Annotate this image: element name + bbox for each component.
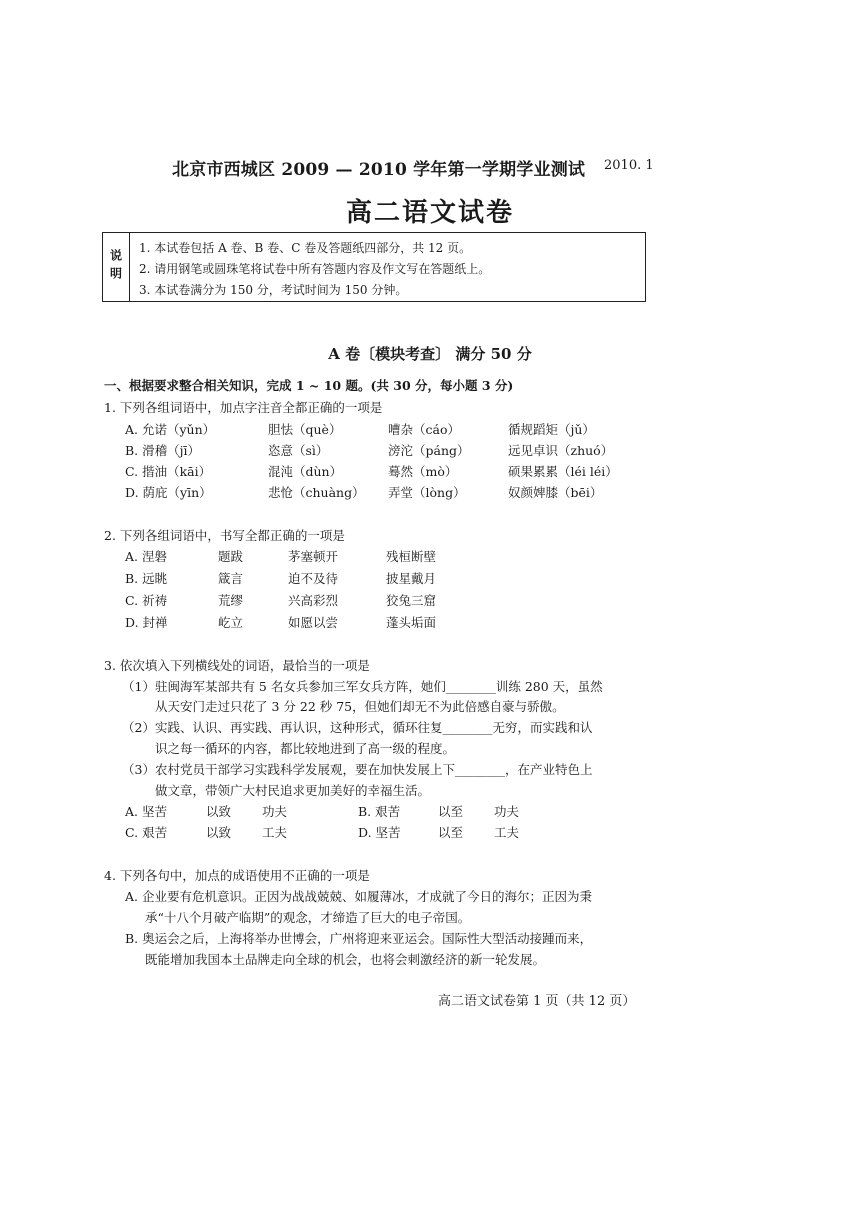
q2-option: 屹立 xyxy=(218,615,244,630)
q2-option: 蓬头垢面 xyxy=(386,615,437,630)
q2-option: C. 祈祷 xyxy=(125,593,168,608)
q4-option-text: 承“十八个月破产临期”的观念，才缔造了巨大的电子帝国。 xyxy=(145,910,471,925)
q4-option-text: A. 企业要有危机意识。正因为战战兢兢、如履薄冰，才成就了今日的海尔；正因为秉 xyxy=(125,889,592,904)
q1-option: C. 揩油（kāi） xyxy=(125,464,212,479)
exam-date: 2010. 1 xyxy=(604,158,654,173)
q1-option: 悲怆（chuàng） xyxy=(268,485,365,500)
q1-option: 循规蹈矩（jǔ） xyxy=(508,422,595,437)
q1-option: 弄堂（lòng） xyxy=(388,485,466,500)
q1-option: 胆怯（què） xyxy=(268,422,342,437)
q3-option: 工夫 xyxy=(494,825,520,840)
q3-option: 以致 xyxy=(206,804,232,819)
instruction-item: 3. 本试卷满分为 150 分，考试时间为 150 分钟。 xyxy=(139,283,408,297)
question-3-stem: 3. 依次填入下列横线处的词语，最恰当的一项是 xyxy=(104,658,370,673)
q3-item-text: 识之每一循环的内容，都比较地进到了高一级的程度。 xyxy=(155,741,456,756)
q1-option: A. 允诺（yǔn） xyxy=(125,422,216,437)
q4-option-text: 既能增加我国本土品牌走向全球的机会，也将会刺激经济的新一轮发展。 xyxy=(145,952,546,967)
q2-option: D. 封禅 xyxy=(125,615,168,630)
q1-option: 嘈杂（cáo） xyxy=(388,422,460,437)
q1-option: D. 荫庇（yīn） xyxy=(125,485,212,500)
q2-option: 题跋 xyxy=(218,549,244,564)
q2-option: 茅塞顿开 xyxy=(288,549,339,564)
q3-option: B. 艰苦 xyxy=(358,804,401,819)
instruction-item: 1. 本试卷包括 A 卷、B 卷、C 卷及答题纸四部分，共 12 页。 xyxy=(139,241,472,255)
q1-option: 恣意（sì） xyxy=(268,443,329,458)
q2-option: B. 远眺 xyxy=(125,571,168,586)
q3-option: 以致 xyxy=(206,825,232,840)
q3-option: 工夫 xyxy=(262,825,288,840)
q3-item-text: （3）农村党员干部学习实践科学发展观，要在加快发展上下________，在产业特色上 xyxy=(122,762,593,777)
q2-option: 狡兔三窟 xyxy=(386,593,437,608)
q3-option: C. 艰苦 xyxy=(125,825,168,840)
question-2-stem: 2. 下列各组词语中，书写全都正确的一项是 xyxy=(104,528,345,543)
q1-option: B. 滑稽（jī） xyxy=(125,443,201,458)
q2-option: 披星戴月 xyxy=(386,571,437,586)
q1-option: 远见卓识（zhuó） xyxy=(508,443,614,458)
q3-item-text: （2）实践、认识、再实践、再认识，这种形式，循环往复________无穷，而实践和认 xyxy=(122,720,593,735)
q3-option: A. 坚苦 xyxy=(125,804,167,819)
q3-item-text: 做文章，带领广大村民追求更加美好的幸福生活。 xyxy=(155,783,431,798)
q3-option: 功夫 xyxy=(262,804,288,819)
q4-option-text: B. 奥运会之后，上海将举办世博会，广州将迎来亚运会。国际性大型活动接踵而来， xyxy=(125,931,593,946)
q3-option: D. 坚苦 xyxy=(358,825,401,840)
instruction-item: 2. 请用钢笔或圆珠笔将试卷中所有答题内容及作文写在答题纸上。 xyxy=(139,262,491,276)
question-4-stem: 4. 下列各句中，加点的成语使用不正确的一项是 xyxy=(104,868,370,883)
q2-option: 迫不及待 xyxy=(288,571,339,586)
q2-option: 箴言 xyxy=(218,571,244,586)
part-one-heading: 一、根据要求整合相关知识，完成 1 ~ 10 题。(共 30 分，每小题 3 分) xyxy=(104,378,514,393)
q2-option: A. 涅磐 xyxy=(125,549,167,564)
q1-option: 奴颜婢膝（bēi） xyxy=(508,485,603,500)
q3-option: 以至 xyxy=(438,825,464,840)
q2-option: 兴高彩烈 xyxy=(288,593,339,608)
q3-option: 功夫 xyxy=(494,804,520,819)
q1-option: 滂沱（páng） xyxy=(388,443,470,458)
q3-option: 以至 xyxy=(438,804,464,819)
q2-option: 如愿以尝 xyxy=(288,615,339,630)
q3-item-text: 从天安门走过只花了 3 分 22 秒 75，但她们却无不为此倍感自豪与骄傲。 xyxy=(155,699,565,714)
q2-option: 残桓断壁 xyxy=(386,549,437,564)
q2-option: 荒缪 xyxy=(218,593,244,608)
exam-title: 高二语文试卷 xyxy=(345,198,514,228)
instructions-box xyxy=(102,232,646,302)
q1-option: 硕果累累（léi léi） xyxy=(508,464,618,479)
q3-item-text: （1）驻闽海军某部共有 5 名女兵参加三军女兵方阵，她们________训练 280 天，虽然 xyxy=(122,679,603,694)
instructions-label: 说明 xyxy=(103,233,130,301)
q1-option: 混沌（dùn） xyxy=(268,464,343,479)
exam-header-title: 北京市西城区 2009 — 2010 学年第一学期学业测试 xyxy=(172,160,586,180)
q1-option: 蓦然（mò） xyxy=(388,464,458,479)
page-footer: 高二语文试卷第 1 页（共 12 页） xyxy=(438,994,636,1009)
section-a-heading: A 卷〔模块考查〕 满分 50 分 xyxy=(328,345,532,363)
question-1-stem: 1. 下列各组词语中，加点字注音全都正确的一项是 xyxy=(104,400,383,415)
